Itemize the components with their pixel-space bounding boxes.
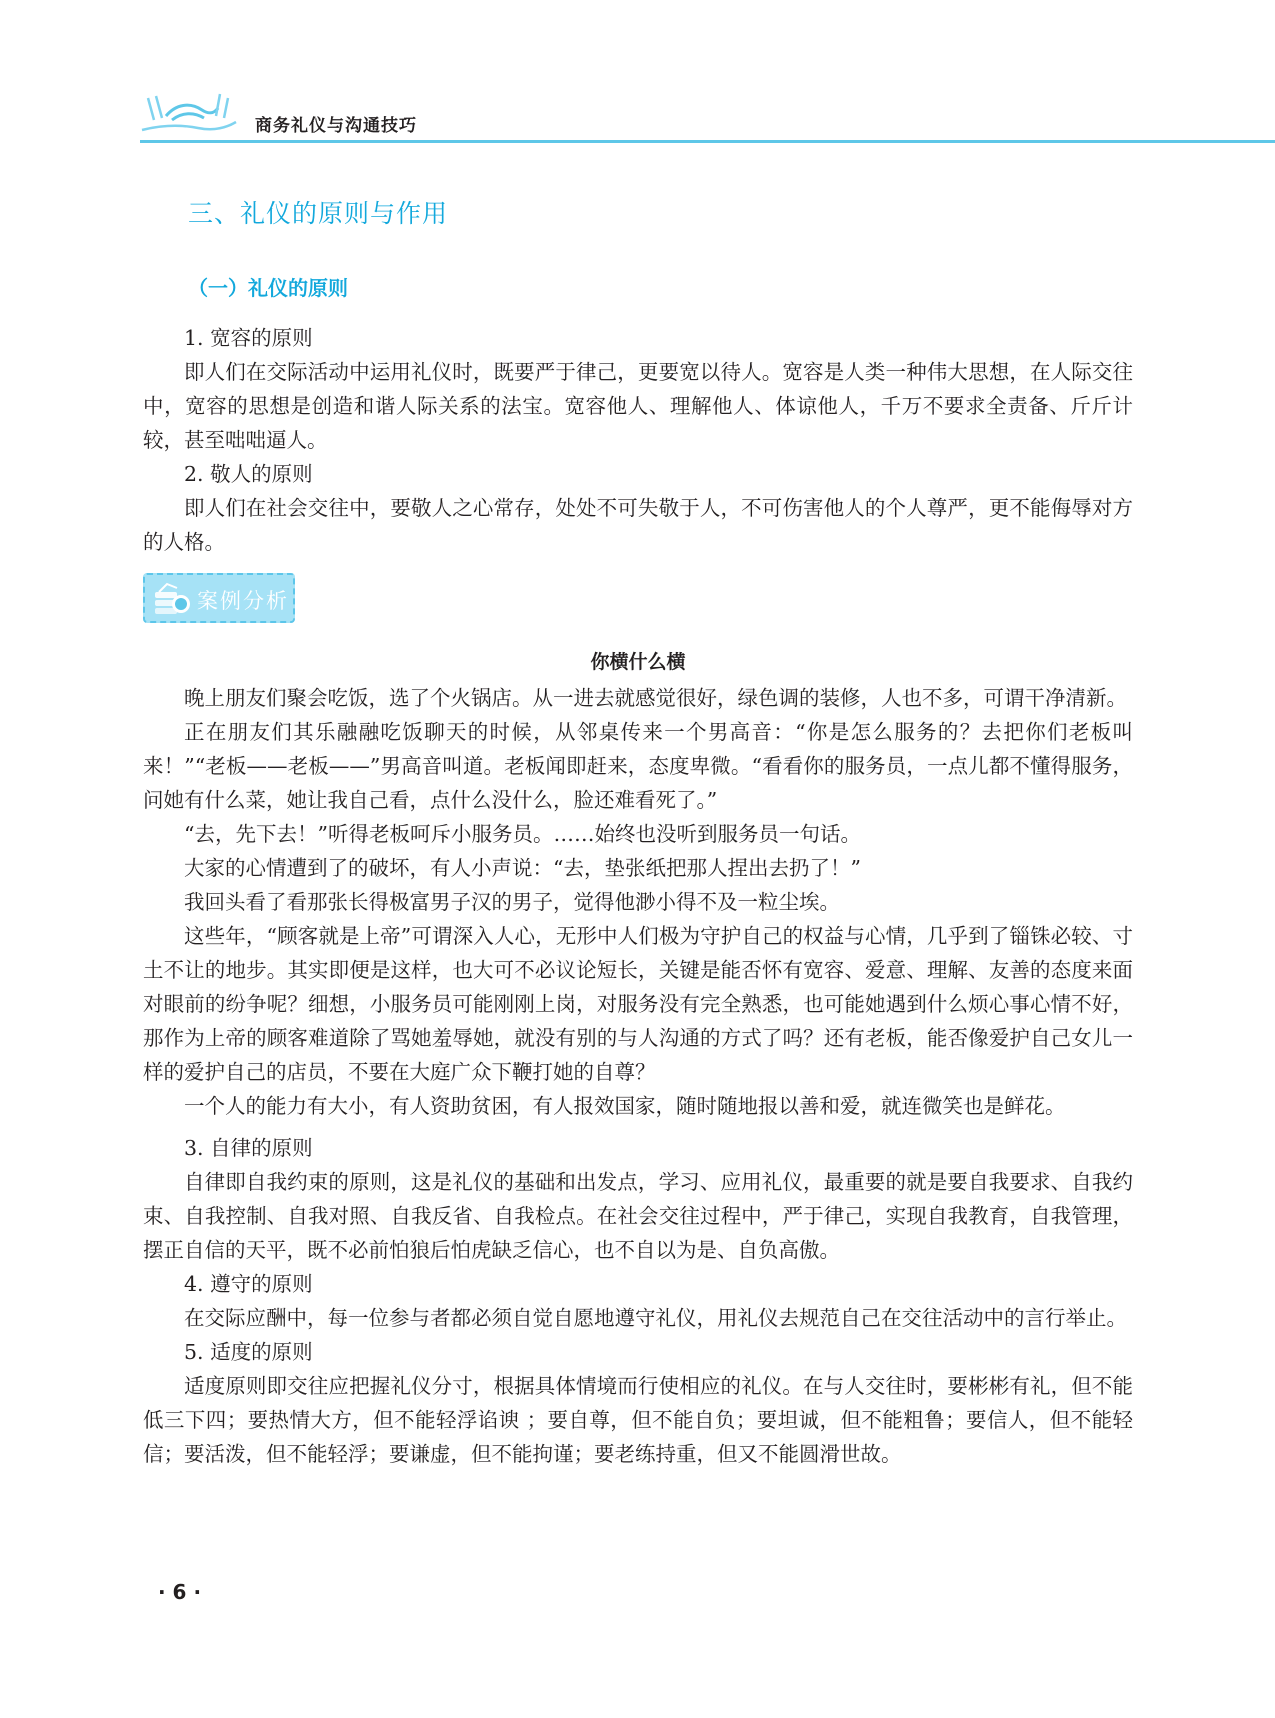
principle-1-text: 即人们在交际活动中运用礼仪时，既要严于律己，更要宽以待人。宽容是人类一种伟大思想，在人际交往中，宽容的思想是创造和谐人际关系的法宝。宽容他人、理解他人、体谅他人，千万不要求全责备、斤斤计较，甚至咄咄逼人。 <box>143 360 1133 452</box>
case-paragraph: 这些年，“顾客就是上帝”可谓深入人心，无形中人们极为守护自己的权益与心情，几乎到了锱铢必较、寸土不让的地步。其实即便是这样，也大可不必议论短长，关键是能否怀有宽容、爱意、理解、友善的态度来面对眼前的纷争呢？细想，小服务员可能刚刚上岗，对服务没有完全熟悉，也可能她遇到什么烦心事心情不好，那作为上帝的顾客难道除了骂她羞辱她，就没有别的与人沟通的方式了吗？还有老板，能否像爱护自己女儿一样的爱护自己的店员，不要在大庭广众下鞭打她的自尊？ <box>143 924 1133 1084</box>
case-paragraph: 我回头看了看那张长得极富男子汉的男子，觉得他渺小得不及一粒尘埃。 <box>184 890 840 914</box>
principle-3-text: 自律即自我约束的原则，这是礼仪的基础和出发点，学习、应用礼仪，最重要的就是要自我要求、自我约束、自我控制、自我对照、自我反省、自我检点。在社会交往过程中，严于律己，实现自我教育，自我管理，摆正自信的天平，既不必前怕狼后怕虎缺乏信心，也不自以为是、自负高傲。 <box>143 1170 1133 1262</box>
principle-5-title: 5. 适度的原则 <box>184 1340 313 1364</box>
book-title: 商务礼仪与沟通技巧 <box>255 116 417 136</box>
page-content <box>143 180 1133 1471</box>
subsection-title: （一）礼仪的原则 <box>188 276 348 300</box>
principle-1-title: 1. 宽容的原则 <box>184 326 313 350</box>
principle-5-text: 适度原则即交往应把握礼仪分寸，根据具体情境而行使相应的礼仪。在与人交往时，要彬彬有礼，但不能低三下四；要热情大方，但不能轻浮谄谀 ；要自尊，但不能自负；要坦诚，但不能粗鲁；要信人，但不能轻信；要活泼，但不能轻浮；要谦虚，但不能拘谨；要老练持重，但又不能圆滑世故。 <box>143 1374 1133 1466</box>
case-paragraph: “去，先下去！”听得老板呵斥小服务员。……始终也没听到服务员一句话。 <box>184 822 861 846</box>
case-paragraph: 晚上朋友们聚会吃饭，选了个火锅店。从一进去就感觉很好，绿色调的装修，人也不多，可谓干净清新。 <box>184 686 1127 710</box>
case-analysis-label: 案例分析 <box>197 589 289 613</box>
principle-3-title: 3. 自律的原则 <box>184 1136 313 1160</box>
case-paragraph: 一个人的能力有大小，有人资助贫困，有人报效国家，随时随地报以善和爱，就连微笑也是鲜花。 <box>184 1094 1066 1118</box>
case-title: 你横什么横 <box>590 651 686 673</box>
book-globe-icon <box>153 582 191 616</box>
principle-4-title: 4. 遵守的原则 <box>184 1272 313 1296</box>
page-header <box>0 0 1275 150</box>
case-analysis-badge <box>143 573 295 623</box>
principle-4-text: 在交际应酬中，每一位参与者都必须自觉自愿地遵守礼仪，用礼仪去规范自己在交往活动中的言行举止。 <box>184 1306 1127 1330</box>
case-paragraph: 正在朋友们其乐融融吃饭聊天的时候，从邻桌传来一个男高音：“你是怎么服务的？去把你们老板叫来！”“老板——老板——”男高音叫道。老板闻即赶来，态度卑微。“看看你的服务员，一点儿都不懂得服务，问她有什么菜，她让我自己看，点什么没什么，脸还难看死了。” <box>143 720 1133 812</box>
principle-2-title: 2. 敬人的原则 <box>184 462 313 486</box>
handshake-icon <box>138 86 238 136</box>
case-paragraph: 大家的心情遭到了的破坏，有人小声说：“去，垫张纸把那人捏出去扔了！” <box>184 856 861 880</box>
header-divider <box>140 140 1275 143</box>
page-number: · 6 · <box>158 1580 202 1604</box>
section-title: 三、礼仪的原则与作用 <box>188 199 449 228</box>
principle-2-text: 即人们在社会交往中，要敬人之心常存，处处不可失敬于人，不可伤害他人的个人尊严，更不能侮辱对方的人格。 <box>143 496 1133 554</box>
